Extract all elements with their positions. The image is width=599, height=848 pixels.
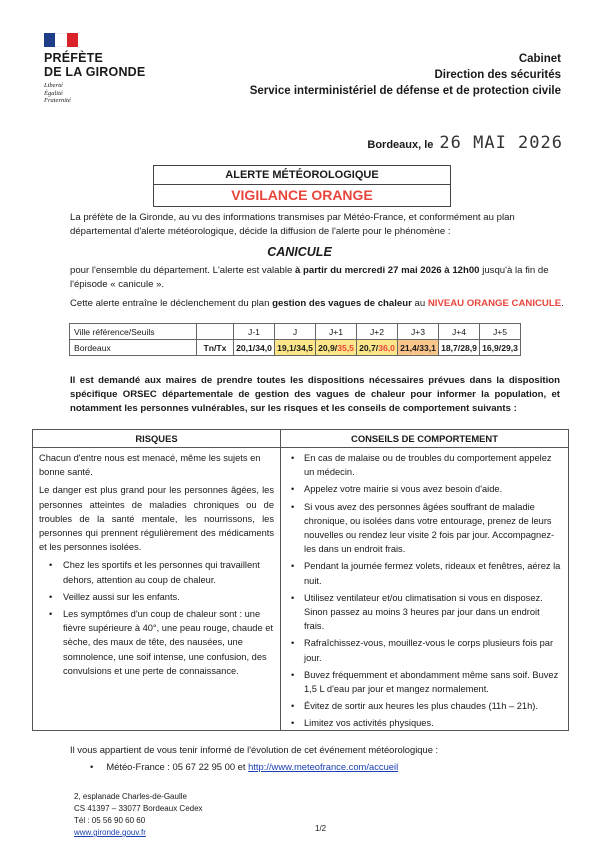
temperature-cell: 20,7/36,0 xyxy=(357,340,398,356)
temperature-cell: 16,9/29,3 xyxy=(480,340,521,356)
date-city: Bordeaux, le xyxy=(367,139,434,151)
list-item: • Les symptômes d'un coup de chaleur sont : une fièvre supérieure à 40°, une peau rouge, chaude et sèche, des maux de tête, des nausées, une somnolence, une soif intense, une confusion, des convulsions et une perte de connaissance. xyxy=(39,607,274,678)
risk-paragraph: Le danger est plus grand pour les personnes âgées, les personnes atteintes de maladies chroniques ou de troubles de la santé mentale, les nourrissons, les personnes qui prennent régulièrement des médicaments et les personnes isolées. xyxy=(39,485,274,553)
temperature-cell: 20,1/34,0 xyxy=(234,340,275,356)
tx-value: 33,1 xyxy=(419,342,436,353)
risk-list xyxy=(39,558,274,678)
alert-title: ALERTE MÉTÉOROLOGIQUE xyxy=(154,166,450,185)
tx-value: 35,5 xyxy=(337,342,354,353)
tx-value: 29,3 xyxy=(501,342,518,353)
intro-paragraph: La préfète de la Gironde, au vu des informations transmises par Météo-France, et conformément au plan départemental d'alerte météorologique, décide la diffusion de l'alerte pour le phénomène : xyxy=(70,212,515,237)
tn-value: 20,7 xyxy=(359,342,376,353)
phenomenon-title: CANICULE xyxy=(267,245,332,259)
list-item: • Buvez fréquemment et abondamment même sans soif. Buvez 1,5 L d'eau par jour et mangez normalement. xyxy=(287,668,562,696)
tn-value: 20,9 xyxy=(318,342,335,353)
tx-value: 34,5 xyxy=(296,342,313,353)
tn-value: 18,7 xyxy=(441,342,458,353)
temperature-cell: 18,7/28,9 xyxy=(439,340,480,356)
temperature-cell: 19,1/34,5 xyxy=(275,340,316,356)
tn-value: 19,1 xyxy=(277,342,294,353)
meteofrance-link[interactable]: http://www.meteofrance.com/accueil xyxy=(248,761,399,772)
risks-heading: RISQUES xyxy=(33,430,280,448)
day-header: J+2 xyxy=(357,324,398,340)
date-stamp: 26 MAI 2026 xyxy=(439,133,563,153)
risks-column xyxy=(33,430,281,730)
advice-column xyxy=(281,430,568,730)
list-item: • Veillez aussi sur les enfants. xyxy=(39,590,274,604)
reference-city-header: Ville référence/Seuils xyxy=(70,324,197,340)
temperature-cell: 21,4/33,1 xyxy=(398,340,439,356)
list-item: • Appelez votre mairie si vous avez besoin d'aide. xyxy=(287,482,562,496)
bullet: • xyxy=(90,761,94,772)
list-item: • Limitez vos activités physiques. xyxy=(287,716,562,730)
temperature-cell: 20,9/35,5 xyxy=(316,340,357,356)
page-number: 1/2 xyxy=(315,824,327,833)
day-header: J xyxy=(275,324,316,340)
list-item: • Pendant la journée fermez volets, rideaux et fenêtres, aérez la nuit. xyxy=(287,559,562,587)
plan-paragraph: Cette alerte entraîne le déclenchement du plan gestion des vagues de chaleur au NIVEAU ORANGE CANICULE. xyxy=(70,298,564,309)
service-header: Cabinet Direction des sécurités Service interministériel de défense et de protection civile xyxy=(249,53,561,97)
tn-value: 20,1 xyxy=(236,342,253,353)
list-item: • Si vous avez des personnes âgées souffrant de maladie chronique, ou isolées dans votre entourage, prenez de leurs nouvelles ou rendez leur visite 2 fois par jour. Accompagnez-les dans un endroit frais. xyxy=(287,500,562,557)
table-header-row xyxy=(70,324,521,340)
temperature-thresholds-table xyxy=(69,323,521,356)
day-header: J+1 xyxy=(316,324,357,340)
unit-cell: Tn/Tx xyxy=(197,340,234,356)
prefecture-address: 2, esplanade Charles-de-Gaulle CS 41397 – 33077 Bordeaux Cedex Tél : 05 56 90 60 60 www.gironde.gouv.fr xyxy=(74,792,203,837)
alert-box xyxy=(153,165,451,207)
tn-value: 21,4 xyxy=(400,342,417,353)
list-item: • Rafraîchissez-vous, mouillez-vous le corps plusieurs fois par jour. xyxy=(287,636,562,664)
tx-value: 28,9 xyxy=(460,342,477,353)
risks-advice-table xyxy=(32,429,569,731)
list-item: • Chez les sportifs et les personnes qui travaillent dehors, attention au coup de chaleur. xyxy=(39,558,274,586)
mayor-request-paragraph: Il est demandé aux maires de prendre toutes les dispositions nécessaires prévues dans la disposition spécifique ORSEC départementale de gestion des vagues de chaleur pour informer la population, et notamment les personnes vulnérables, sur les risques et les conseils de comportement suivants : xyxy=(70,375,560,414)
vigilance-level: VIGILANCE ORANGE xyxy=(231,187,373,203)
follow-up-info: Il vous appartient de vous tenir informé de l'évolution de cet événement météorologique : xyxy=(70,744,439,755)
day-header: J+5 xyxy=(480,324,521,340)
table-row xyxy=(70,340,521,356)
list-item: • En cas de malaise ou de troubles du comportement appelez un médecin. xyxy=(287,451,562,479)
tn-value: 16,9 xyxy=(482,342,499,353)
risk-paragraph: Chacun d'entre nous est menacé, même les sujets en bonne santé. xyxy=(39,453,261,478)
day-header: J-1 xyxy=(234,324,275,340)
date-line xyxy=(367,133,563,153)
validity-paragraph: pour l'ensemble du département. L'alerte est valable à partir du mercredi 27 mai 2026 à 12h00 jusqu'à la fin de l'épisode « canicule ». xyxy=(70,265,549,290)
list-item: • Évitez de sortir aux heures les plus chaudes (11h – 21h). xyxy=(287,699,562,713)
tx-value: 34,0 xyxy=(255,342,272,353)
republic-motto: Liberté Égalité Fraternité xyxy=(44,82,71,104)
marianne-flag-logo xyxy=(44,33,78,47)
day-header: J+4 xyxy=(439,324,480,340)
meteo-contact: • Météo-France : 05 67 22 95 00 et http://www.meteofrance.com/accueil xyxy=(90,761,399,772)
website-link[interactable]: www.gironde.gouv.fr xyxy=(74,828,146,837)
advice-list xyxy=(287,451,562,731)
tx-value: 36,0 xyxy=(378,342,395,353)
city-cell: Bordeaux xyxy=(70,340,197,356)
list-item: • Utilisez ventilateur et/ou climatisation si vous en disposez. Sinon passez au moins 3 heures par jour dans un endroit frais. xyxy=(287,591,562,634)
prefecture-name: PRÉFÈTE DE LA GIRONDE xyxy=(44,51,146,79)
day-header: J+3 xyxy=(398,324,439,340)
advice-heading: CONSEILS DE COMPORTEMENT xyxy=(281,430,568,448)
